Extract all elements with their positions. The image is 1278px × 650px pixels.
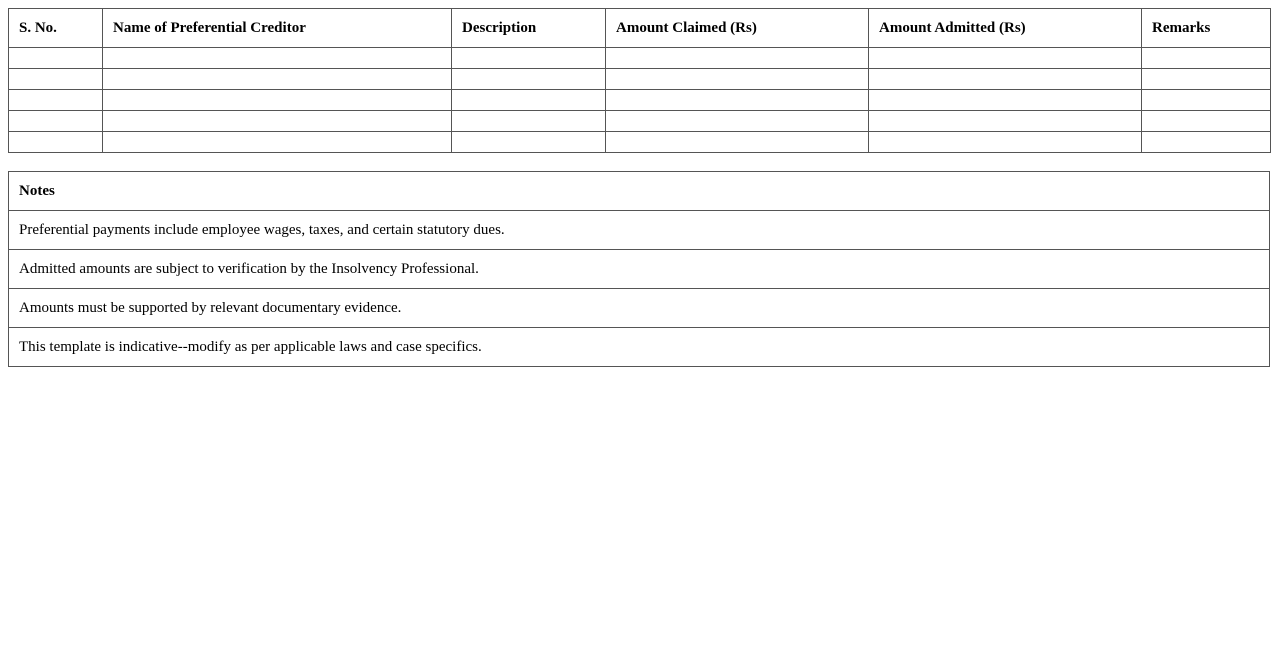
table-row bbox=[9, 90, 1271, 111]
table-row bbox=[9, 132, 1271, 153]
table-cell bbox=[869, 69, 1142, 90]
table-cell bbox=[103, 69, 452, 90]
table-cell bbox=[1142, 132, 1271, 153]
table-cell bbox=[869, 90, 1142, 111]
table-cell bbox=[606, 90, 869, 111]
note-text: Amounts must be supported by relevant documentary evidence. bbox=[9, 289, 1270, 328]
note-row bbox=[9, 328, 1270, 367]
table-cell bbox=[103, 48, 452, 69]
table-cell bbox=[606, 132, 869, 153]
notes-header-row bbox=[9, 172, 1270, 211]
column-header-creditor-name: Name of Preferential Creditor bbox=[103, 9, 452, 48]
note-row bbox=[9, 211, 1270, 250]
table-cell bbox=[9, 69, 103, 90]
table-cell bbox=[9, 48, 103, 69]
table-cell bbox=[452, 48, 606, 69]
table-cell bbox=[452, 90, 606, 111]
table-cell bbox=[869, 48, 1142, 69]
table-cell bbox=[103, 90, 452, 111]
table-row bbox=[9, 48, 1271, 69]
note-text: Admitted amounts are subject to verification by the Insolvency Professional. bbox=[9, 250, 1270, 289]
table-cell bbox=[103, 132, 452, 153]
table-cell bbox=[1142, 48, 1271, 69]
table-cell bbox=[869, 132, 1142, 153]
column-header-amount-claimed: Amount Claimed (Rs) bbox=[606, 9, 869, 48]
notes-heading: Notes bbox=[9, 172, 1270, 211]
column-header-serial-number: S. No. bbox=[9, 9, 103, 48]
table-cell bbox=[1142, 69, 1271, 90]
table-cell bbox=[452, 132, 606, 153]
column-header-description: Description bbox=[452, 9, 606, 48]
table-cell bbox=[452, 69, 606, 90]
table-cell bbox=[452, 111, 606, 132]
table-cell bbox=[9, 111, 103, 132]
table-cell bbox=[869, 111, 1142, 132]
column-header-amount-admitted: Amount Admitted (Rs) bbox=[869, 9, 1142, 48]
table-cell bbox=[606, 69, 869, 90]
table-cell bbox=[606, 48, 869, 69]
table-cell bbox=[606, 111, 869, 132]
table-row bbox=[9, 111, 1271, 132]
table-row bbox=[9, 69, 1271, 90]
column-header-remarks: Remarks bbox=[1142, 9, 1271, 48]
note-text: Preferential payments include employee wages, taxes, and certain statutory dues. bbox=[9, 211, 1270, 250]
table-cell bbox=[1142, 111, 1271, 132]
note-row bbox=[9, 250, 1270, 289]
notes-table bbox=[8, 171, 1270, 367]
note-text: This template is indicative--modify as per applicable laws and case specifics. bbox=[9, 328, 1270, 367]
table-cell bbox=[9, 90, 103, 111]
table-header-row bbox=[9, 9, 1271, 48]
preferential-creditors-table bbox=[8, 8, 1271, 153]
table-cell bbox=[1142, 90, 1271, 111]
table-cell bbox=[9, 132, 103, 153]
note-row bbox=[9, 289, 1270, 328]
table-cell bbox=[103, 111, 452, 132]
